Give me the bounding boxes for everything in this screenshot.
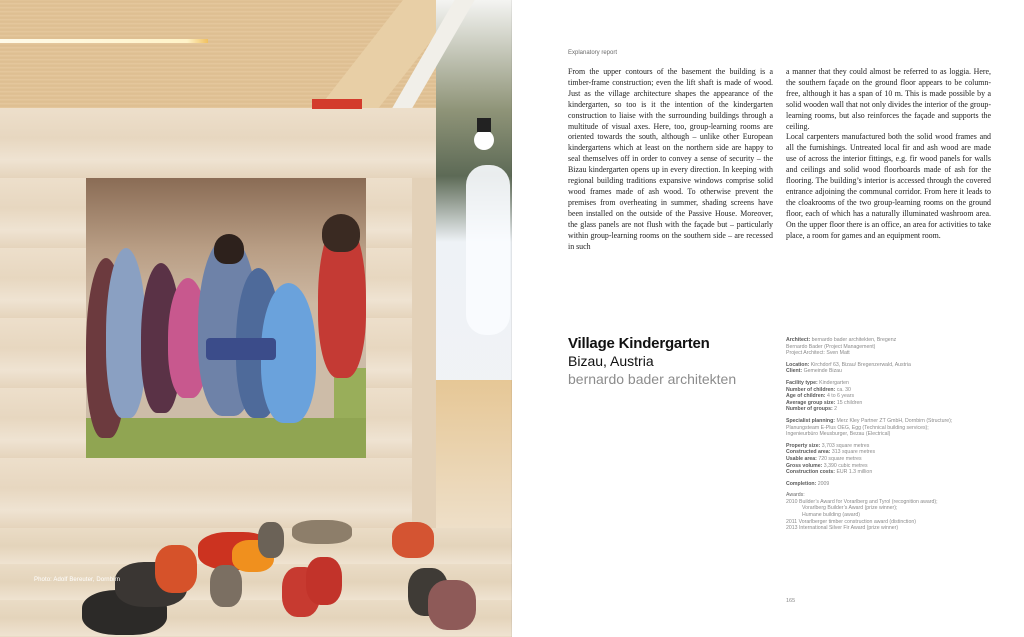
project-architect: bernardo bader architekten [568,371,737,387]
fact-value: EUR 1.3 million [836,469,873,476]
page-number: 165 [786,598,796,604]
fact-value: Kirchdorf 63, Bizau/ Bregenzerwald, Austria [810,361,911,368]
section-label: Explanatory report [568,50,618,56]
fact-label: Specialist planning: [786,417,836,424]
child [106,248,146,418]
text-page [512,0,1024,637]
report-column-1 [568,67,773,252]
award-item: Humane building (award) [802,512,860,519]
photo-credit: Photo: Adolf Bereuter, Dornbirn [34,577,121,583]
fact-label: Gross volume: [786,462,823,469]
fact-value: ca. 30 [836,386,851,393]
fact-value: 313 square metres [831,449,876,456]
snowman-hat [477,118,491,132]
red-crate [312,99,362,109]
fact-value: 2009 [817,480,830,487]
fact-value: 3,390 cubic metres [823,462,868,469]
reading-nook [86,178,366,458]
report-paragraph: From the upper contours of the basement the building is a timber-frame construction; even the lift shaft is made of wood. Just as the village architecture shapes the appearance of the kindergarten, so too is it the intention of the kindergarten construction to liaise with the surrounding buildings through a multitude of visual axes. Here, too, group-learning rooms are oriented towards the south, although – unlike other European kindergartens which at least on the northern side are happy to seal themselves off in order to convey a sense of security – the Bizau kindergarten opens up in every direction. In keeping with regional building traditions expansive windows comprise solid wood frames made of ash wood. To otherwise prevent the premises from overheating in summer, shading screens have been installed on the outside of the Passive House. Moreover, the glass panels are not flush with the façade but – particularly within group-learning rooms on the southern side – are recessed in such [568,67,773,251]
sandal [392,522,434,558]
child-head [214,234,244,264]
fact-value: 3,703 square metres [821,442,870,449]
facts-facility-group [786,380,996,413]
award-item: 2010 Builder’s Award for Vorarlberg and Tyrol (recognition award); [786,498,938,505]
fact-value: Bernardo Bader (Project Management) [786,343,876,350]
snowman-head [474,130,494,150]
shoe [210,565,242,607]
fact-value: Project Architect: Sven Matt [786,350,850,357]
shoe [292,520,352,544]
facts-planning-group [786,418,996,438]
fact-label: Number of children: [786,386,836,393]
fact-label: Location: [786,361,810,368]
sandal [428,580,476,630]
fact-label: Construction costs: [786,469,835,476]
fact-value: Ingenieurbüro Meusburger, Bezau (Electrical) [786,431,891,438]
fact-value: Gemeinde Bizau [803,368,842,375]
facts-architect-group [786,337,996,357]
project-title: Village Kindergarten [568,335,710,352]
fact-value: 2 [834,406,838,413]
fact-value: 4 to 6 years [826,393,855,400]
ceiling-light-strip [0,39,208,43]
fact-label: Completion: [786,480,817,487]
fact-value: bernardo bader architekten, Bregenz [811,337,897,343]
facts-size-group [786,443,996,476]
fact-label: Architect: [786,337,811,343]
award-item: Vorarlberg Builder’s Award (prize winner); [802,505,898,512]
report-paragraph: Local carpenters manufactured both the solid wood frames and all the furnishings. Untreated local fir and ash wood are made use of across the interior fittings, e.g. fir wood panels for walls and ceilings and solid wood floorboards made of ash for the flooring. The building’s interior is accessed through the covered entrance adjoining the communal corridor. From here it leads to the cloakrooms of the two group-learning rooms on the ground floor, each of which has a naturally illuminated washroom area. On the upper floor there is an office, an area for activities to take place, a room for games and an equipment room. [786,132,991,240]
report-paragraph: a manner that they could almost be referred to as loggia. Here, the southern façade on the ground floor appears to be column-free, although it has a span of 10 m. This is made possible by a solid wooden wall that not only divides the interior of the group-learning rooms, but also reinforces the façade and supports the ceiling. [786,67,991,131]
picture-book [206,338,276,360]
wooden-bench [436,380,512,528]
fact-label: Property size: [786,442,821,449]
fact-value: Planungsteam E-Plus OEG, Egg (Technical building services); [786,424,929,431]
report-column-2 [786,67,991,242]
facts-completion-group [786,481,996,488]
child-head [322,214,360,252]
project-location: Bizau, Austria [568,353,654,369]
wooden-box-edge [412,178,436,528]
fact-value: 720 square metres [818,455,862,462]
shoe [258,522,284,558]
facts-awards-group [786,492,996,532]
fact-value: Merz Kley Partner ZT GmbH, Dornbirn (Structure); [836,417,953,424]
fact-label: Number of groups: [786,406,833,413]
fact-label: Average group size: [786,399,836,406]
green-cushion [86,418,366,458]
award-item: 2013 International Silver Fir Award (prize winner) [786,525,899,532]
fact-label: Client: [786,368,803,375]
snowman-decoration [466,165,510,335]
sandal [306,557,342,605]
slipper [155,545,197,593]
fact-label: Awards: [786,492,805,499]
award-item: 2011 Vorarlberger timber construction award (distinction) [786,518,916,525]
fact-label: Facility type: [786,379,818,386]
project-facts [786,337,996,537]
fact-label: Usable area: [786,455,817,462]
fact-label: Age of children: [786,393,826,400]
fact-label: Constructed area: [786,449,831,456]
fact-value: 15 children [836,399,863,406]
fact-value: Kindergarten [819,379,849,386]
facts-location-group [786,362,996,375]
